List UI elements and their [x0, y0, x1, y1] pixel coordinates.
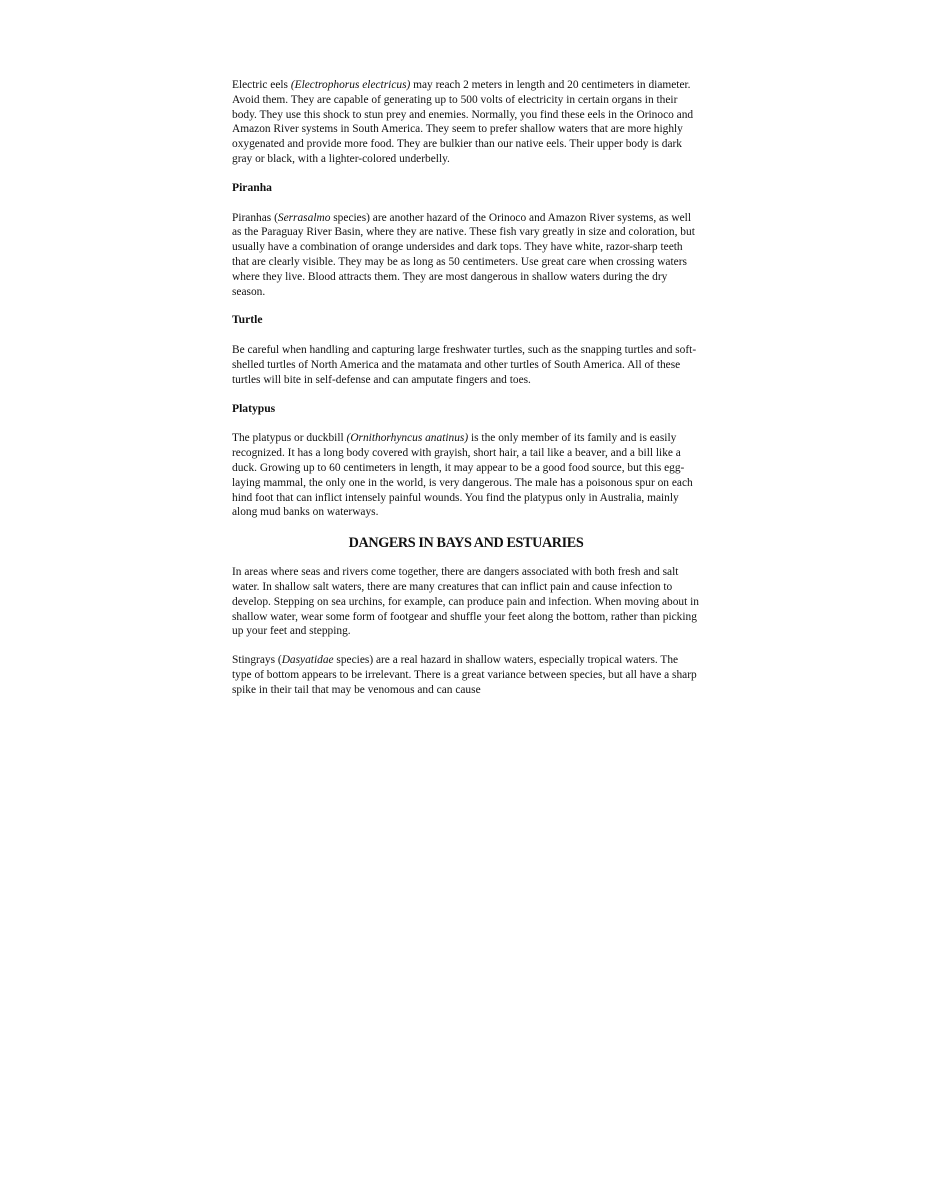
piranha-heading: Piranha: [232, 180, 272, 194]
section-title-bays-estuaries: DANGERS IN BAYS AND ESTUARIES: [348, 535, 584, 552]
piranha-paragraph: Piranhas (Serrasalmo species) are another hazard of the Orinoco and Amazon River systems, as well as the Paraguay River Basin, where they are native. These fish vary greatly in size and coloration, but usually have a combination of orange undersides and dark tops. They have white, razor-sharp teeth that are clearly visible. They may be as long as 50 centimeters. Use great care when crossing waters where they live. Blood attracts them. They are most dangerous in shallow waters during the dry season.: [232, 211, 695, 298]
electric-eels-paragraph: Electric eels (Electrophorus electricus) may reach 2 meters in length and 20 centimeters in diameter. Avoid them. They are capable of generating up to 500 volts of electricity in certain organs in their body. They use this shock to stun prey and enemies. Normally, you find these eels in the Orinoco and Amazon River systems in South America. They seem to prefer shallow waters that are more highly oxygenated and provide more food. They are bulkier than our native eels. Their upper body is dark gray or black, with a lighter-colored underbelly.: [232, 79, 694, 165]
species-name-italic: Serrasalmo: [277, 211, 331, 224]
species-name-italic: (Ornithorhyncus anatinus): [346, 432, 469, 445]
turtle-heading: Turtle: [232, 313, 263, 327]
turtle-paragraph: Be careful when handling and capturing large freshwater turtles, such as the snapping turtles and soft-shelled turtles of North America and the matamata and other turtles of South America. All of these turtles will bite in self-defense and can amputate fingers and toes.: [232, 344, 697, 386]
platypus-heading: Platypus: [232, 401, 276, 415]
species-name-italic: (Electrophorus electricus): [290, 79, 411, 91]
bays-paragraph: In areas where seas and rivers come together, there are dangers associated with both fresh and salt water. In shallow salt waters, there are many creatures that can inflict pain and cause infection to develop. Stepping on sea urchins, for example, can produce pain and infection. When moving about in shallow water, wear some form of footgear and shuffle your feet along the bottom, rather than picking up your feet and stepping.: [232, 566, 699, 638]
species-name-italic: Dasyatidae: [281, 654, 334, 667]
stingrays-paragraph: Stingrays (Dasyatidae species) are a real hazard in shallow waters, especially tropical waters. The type of bottom appears to be irrelevant. There is a great variance between species, but all have a sharp spike in their tail that may be venomous and can cause: [232, 654, 697, 696]
document-page: [232, 78, 700, 698]
platypus-paragraph: The platypus or duckbill (Ornithorhyncus anatinus) is the only member of its family and is easily recognized. It has a long body covered with grayish, short hair, a tail like a beaver, and a bill like a duck. Growing up to 60 centimeters in length, it may appear to be a good food source, but this egg-laying mammal, the only one in the world, is very dangerous. The male has a poisonous spur on each hind foot that can inflict intensely painful wounds. You find the platypus only in Australia, mainly along mud banks on waterways.: [232, 432, 693, 519]
